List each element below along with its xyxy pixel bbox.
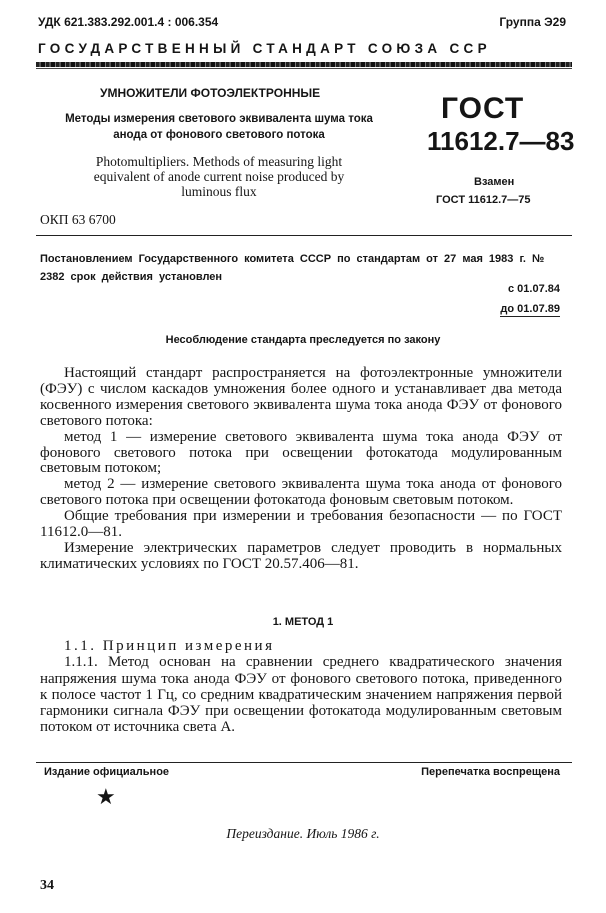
footer-divider [36, 762, 572, 763]
gost-label: ГОСТ [441, 92, 525, 125]
state-standard-banner: ГОСУДАРСТВЕННЫЙ СТАНДАРТ СОЮЗА ССР [38, 41, 491, 56]
section-divider [36, 235, 572, 236]
document-subtitle [40, 111, 398, 143]
law-notice: Несоблюдение стандарта преследуется по закону [165, 334, 441, 346]
udk-code: УДК 621.383.292.001.4 : 006.354 [38, 15, 219, 29]
english-title-line-2: equivalent of anode current noise produced by [93, 169, 345, 184]
official-edition: Издание официальное [44, 766, 170, 778]
header-rule-thin [36, 68, 572, 69]
principle-heading: 1.1. Принцип измерения [64, 638, 275, 654]
body-paragraph-conditions: Измерение электрических параметров следует проводить в нормальных климатических условиях по ГОСТ 20.57.406—81. [40, 539, 562, 572]
okp-code: ОКП 63 6700 [40, 212, 116, 227]
english-title [40, 154, 398, 199]
validity-to [500, 303, 560, 315]
method-text [40, 638, 562, 736]
subtitle-line-2: анода от фонового светового потока [113, 129, 325, 141]
replaces-reference: ГОСТ 11612.7—75 [436, 194, 531, 206]
reissue-note: Переиздание. Июль 1986 г. [226, 826, 380, 841]
group-code: Группа Э29 [499, 15, 566, 29]
gost-number: 11612.7—83 [427, 126, 575, 156]
method-heading: 1. МЕТОД 1 [272, 616, 334, 628]
page-number: 34 [40, 878, 54, 893]
document-title: УМНОЖИТЕЛИ ФОТОЭЛЕКТРОННЫЕ [100, 86, 321, 100]
body-text [40, 366, 562, 573]
english-title-line-3: luminous flux [181, 184, 257, 199]
reprint-notice: Перепечатка воспрещена [421, 766, 560, 778]
english-title-line-1: Photomultipliers. Methods of measuring light [95, 154, 343, 169]
subtitle-line-1: Методы измерения светового эквивалента шума тока [65, 113, 373, 125]
star-icon: ★ [96, 784, 116, 809]
body-paragraph-method-2: метод 2 — измерение светового эквивалента шума тока анода от фонового светового потока при освещении фотокатода фоновым световым потоком. [40, 476, 562, 509]
body-paragraph-scope: Настоящий стандарт распространяется на фотоэлектронные умножители (ФЭУ) с числом каскадов умножения более одного и устанавливает два метода косвенного измерения светового эквивалента шума тока анода ФЭУ от фонового светового потока: [40, 365, 562, 429]
validity-from: с 01.07.84 [508, 283, 560, 295]
header-rule [36, 62, 572, 67]
method-paragraph: 1.1.1. Метод основан на сравнении среднего квадратического значения напряжения шума тока анода ФЭУ от фонового светового потока, приведенного к полосе частот 1 Гц, со средним квадратическим значением напряжения первой гармоники сигнала ФЭУ при освещении фотокатода модулированным световым потоком от источника света А. [40, 654, 562, 736]
body-paragraph-general-requirements: Общие требования при измерении и требования безопасности — по ГОСТ 11612.0—81. [40, 508, 562, 541]
body-paragraph-method-1: метод 1 — измерение светового эквивалента шума тока анода ФЭУ от фонового светового потока при освещении фотокатода модулированным световым потоком; [40, 428, 562, 477]
replaces-label: Взамен [474, 176, 515, 188]
validity-to-value: до 01.07.89 [500, 303, 560, 315]
decree-text: Постановлением Государственного комитета СССР по стандартам от 27 мая 1983 г. № 2382 срок действия установлен [40, 253, 545, 283]
